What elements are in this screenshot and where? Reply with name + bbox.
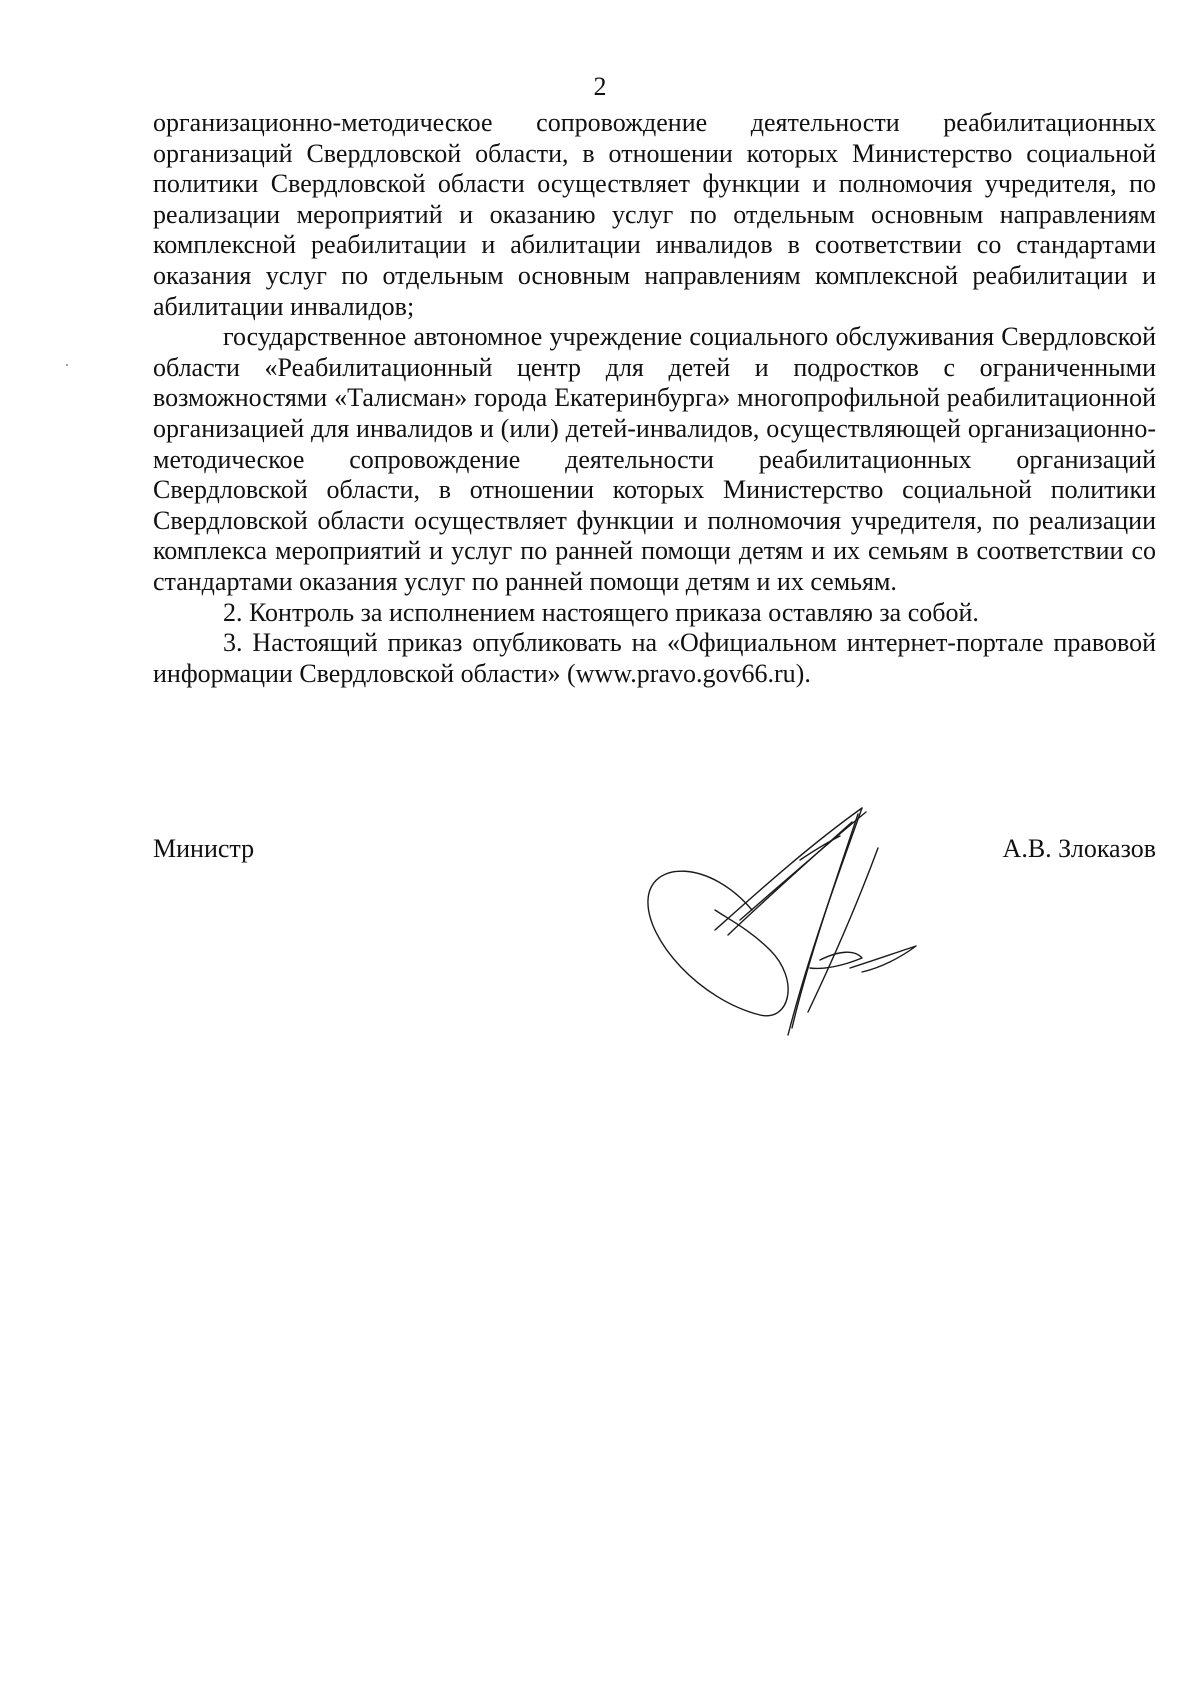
paragraph-talisman-center: государственное автономное учреждение социального обслуживания Свердловской области «Реабилитационный центр для детей и подростков с ограниченными возможностями «Талисман» города Екатеринбурга» многопрофильной реабилитационной организацией для инвалидов и (или) детей-инвалидов, осуществляющей организационно-методическое сопровождение деятельности реабилитационных организаций Свердловской области, в отношении которых Министерство социальной политики Свердловской области осуществляет функции и полномочия учредителя, по реализации комплекса мероприятий и услуг по ранней помощи детям и их семьям в соответствии со стандартами оказания услуг по ранней помощи детям и их семьям.	[153, 322, 1156, 596]
scan-artifact	[66, 364, 68, 366]
handwritten-signature	[640, 800, 980, 1040]
paragraph-continuation: организационно-методическое сопровождение деятельности реабилитационных организаций Свердловской области, в отношении которых Министерство социальной политики Свердловской области осуществляет функции и полномочия учредителя, по реализации мероприятий и оказанию услуг по отдельным основным направлениям комплексной реабилитации и абилитации инвалидов в соответствии со стандартами оказания услуг по отдельным основным направлениям комплексной реабилитации и абилитации инвалидов;	[153, 108, 1156, 321]
signer-name: А.В. Злоказов	[1002, 834, 1156, 863]
document-body	[153, 108, 1156, 689]
paragraph-control-clause: 2. Контроль за исполнением настоящего приказа оставляю за собой.	[223, 597, 979, 627]
page-number: 2	[593, 72, 607, 101]
signer-position: Министр	[153, 834, 255, 863]
paragraph-publication-clause: 3. Настоящий приказ опубликовать на «Официальном интернет-портале правовой информации Свердловской области» (www.pravo.gov66.ru).	[153, 628, 1156, 688]
